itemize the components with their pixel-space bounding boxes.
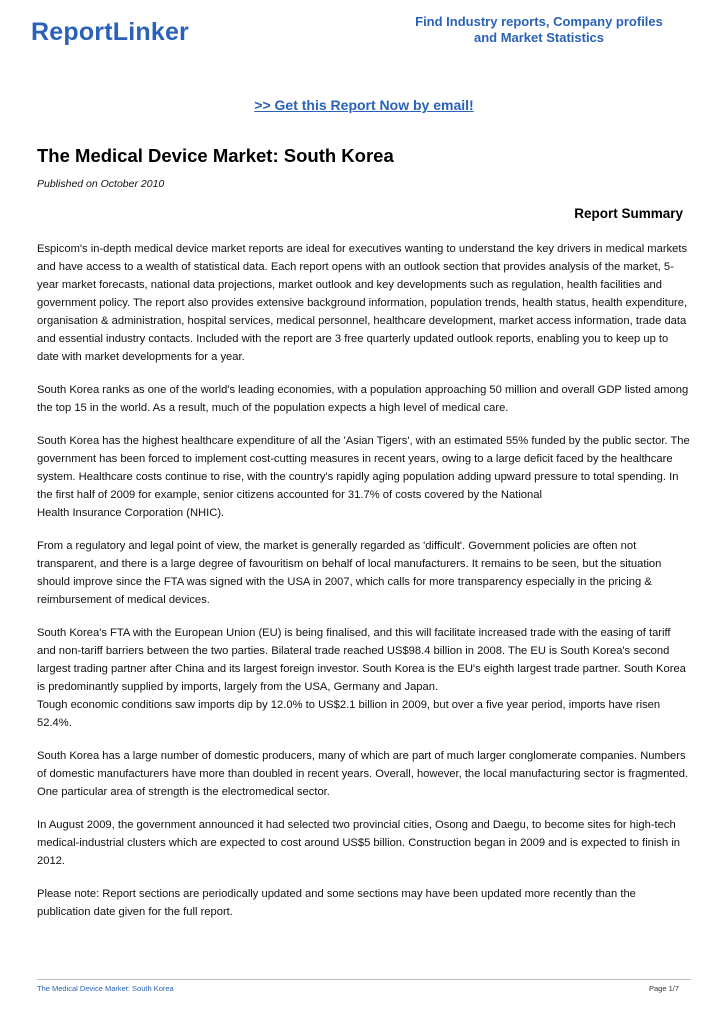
summary-paragraph: South Korea has a large number of domestic producers, many of which are part of much larger conglomerate companies. Numbers of domestic manufacturers have more than doubled in recent years. Overall, however, the local manufacturing sector is fragmented. One particular area of strength is the electromedical sector.: [37, 750, 689, 798]
footer-title-link[interactable]: The Medical Device Market: South Korea: [37, 984, 174, 993]
summary-paragraph: From a regulatory and legal point of view, the market is generally regarded as 'difficult'. Government policies are often not transparent, and there is a large degree of favouritism on behalf of local manufacturers. It remains to be seen, but the situation should improve since the FTA was signed with the USA in 2007, which calls for more transparency especially in the pricing & reimbursement of medical devices.: [37, 540, 662, 606]
summary-paragraph: South Korea's FTA with the European Union (EU) is being finalised, and this will facilitate increased trade with the easing of tariff and non-tariff barriers between the two parties. Bilateral trade reached US$98.4 billion in 2008. The EU is South Korea's second largest trading partner after China and its largest foreign investor. South Korea is the EU's eighth largest trade partner. South Korea is predominantly supplied by imports, largely from the USA, Germany and Japan. Tough economic conditions saw imports dip by 12.0% to US$2.1 billion in 2009, but over a five year period, imports have risen 52.4%.: [37, 627, 686, 729]
report-title: The Medical Device Market: South Korea: [37, 145, 394, 166]
report-summary-body: [37, 240, 692, 936]
summary-paragraph: South Korea ranks as one of the world's leading economies, with a population approaching 50 million and overall GDP listed among the top 15 in the world. As a result, much of the population expects a high level of medical care.: [37, 384, 689, 414]
tagline-line-2[interactable]: and Market Statistics: [473, 30, 605, 45]
summary-paragraph: South Korea has the highest healthcare expenditure of all the 'Asian Tigers', with an estimated 55% funded by the public sector. The government has been forced to implement cost-cutting measures in recent years, owing to a large deficit faced by the healthcare system. Healthcare costs continue to rise, with the country's rapidly aging population adding upward pressure to total spending. In the first half of 2009 for example, senior citizens accounted for 31.7% of costs covered by the National Health Insurance Corporation (NHIC).: [37, 435, 690, 519]
page-number: Page 1/7: [648, 984, 679, 993]
summary-paragraph: In August 2009, the government announced it had selected two provincial cities, Osong and Daegu, to become sites for high-tech medical-industrial clusters which are expected to cost around US$5 billion. Construction began in 2009 and is expected to finish in 2012.: [37, 819, 681, 867]
reportlinker-logo[interactable]: ReportLinker: [31, 18, 189, 46]
summary-paragraph: Espicom's in-depth medical device market reports are ideal for executives wanting to understand the key drivers in medical markets and have access to a wealth of statistical data. Each report opens with an outlook section that provides analysis of the market, 5-year market forecasts, national data projections, market outlook and key developments such as regulation, health facilities and government policy. The report also provides extensive background information, population trends, health status, health expenditure, organisation & administration, hospital services, medical personnel, healthcare development, market access information, trade data and essential industry contacts. Included with the report are 3 free quarterly updated outlook reports, enabling you to keep up to date with market developments for a year.: [37, 243, 688, 363]
header-tagline: [394, 14, 684, 46]
summary-paragraph: Please note: Report sections are periodically updated and some sections may have been updated more recently than the publication date given for the full report.: [37, 888, 636, 918]
published-date: Published on October 2010: [37, 178, 165, 190]
report-summary-heading: Report Summary: [574, 206, 683, 221]
get-report-email-link[interactable]: >> Get this Report Now by email!: [254, 97, 474, 113]
tagline-line-1[interactable]: Find Industry reports, Company profiles: [415, 14, 663, 29]
page-footer: [37, 979, 691, 993]
